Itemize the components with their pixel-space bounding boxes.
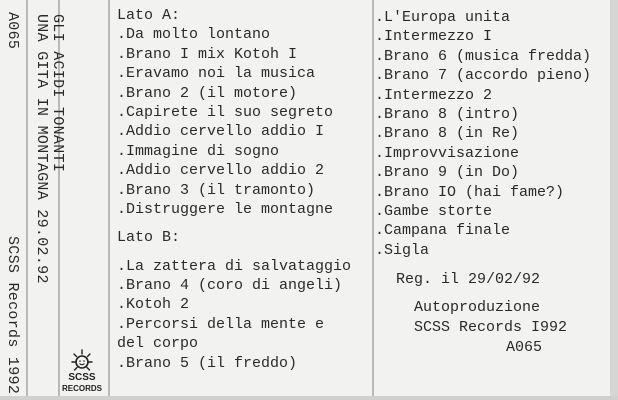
- side-b-heading: Lato B:: [117, 229, 181, 247]
- spine-title: [33, 14, 65, 284]
- track-column-left: [117, 6, 351, 373]
- track-item: .Brano 3 (il tramonto): [117, 181, 316, 199]
- registration-date: Reg. il 29/02/92: [396, 271, 541, 288]
- track-item: .Capirete il suo segreto: [117, 103, 334, 121]
- track-item: .Brano 6 (musica fredda): [375, 47, 592, 65]
- side-a-heading: Lato A:: [117, 7, 181, 24]
- track-item: .Intermezzo I: [375, 28, 493, 46]
- track-item: .La zattera di salvataggio: [117, 257, 352, 275]
- track-item: .Improvvisazione: [375, 144, 520, 162]
- track-item: .Intermezzo 2: [375, 86, 493, 104]
- track-item: .Brano 8 (intro): [375, 105, 520, 123]
- track-item: .Kotoh 2: [117, 296, 190, 314]
- paper-edge: [610, 0, 618, 400]
- track-item: .Brano 4 (coro di angeli): [117, 277, 343, 295]
- logo-text: RECORDS: [61, 384, 102, 393]
- catalog-code: A065: [506, 339, 543, 356]
- track-item: .Immagine di sogno: [117, 142, 280, 160]
- track-item: .Addio cervello addio I: [117, 123, 325, 141]
- track-item: .Brano 5 (il freddo): [117, 354, 298, 372]
- track-item: .Brano I mix Kotoh I: [117, 45, 298, 63]
- track-item: .Brano 9 (in Do): [375, 164, 520, 182]
- track-column-right: [375, 8, 591, 260]
- track-item: .Gambe storte: [375, 202, 493, 220]
- spacer: [117, 219, 351, 228]
- track-item: .Da molto lontano: [117, 26, 271, 44]
- track-item: .Distruggere le montagne: [117, 200, 334, 218]
- logo-text: SCSS: [68, 372, 96, 383]
- track-item: .Addio cervello addio 2: [117, 162, 325, 180]
- track-item: del corpo: [117, 335, 199, 353]
- autoproduzione-text: Autoproduzione: [414, 299, 541, 316]
- track-item: .Percorsi della mente e: [117, 315, 325, 333]
- track-item: .Brano 7 (accordo pieno): [375, 67, 592, 85]
- track-item: .Brano 8 (in Re): [375, 125, 520, 143]
- track-item: .L'Europa unita: [375, 9, 511, 26]
- spine-records: SCSS Records 1992: [4, 236, 21, 395]
- spacer: [117, 248, 351, 257]
- track-item: .Sigla: [375, 241, 430, 259]
- track-item: .Brano 2 (il motore): [117, 84, 298, 102]
- track-item: .Brano IO (hai fame?): [375, 183, 565, 201]
- sun-icon: [66, 348, 98, 374]
- fold-line: [108, 0, 110, 400]
- spine-code: A065: [4, 12, 21, 50]
- fold-line: [372, 0, 374, 400]
- fold-line: [26, 0, 28, 400]
- label-name: SCSS Records I992: [414, 319, 568, 336]
- scss-records-logo: [58, 344, 106, 398]
- track-item: .Campana finale: [375, 222, 511, 240]
- spine-title-line: GLI ACIDI TONANTI: [49, 14, 66, 173]
- spine-title-line: UNA GITA IN MONTAGNA 29.02.92: [33, 14, 50, 284]
- track-item: .Eravamo noi la musica: [117, 65, 316, 83]
